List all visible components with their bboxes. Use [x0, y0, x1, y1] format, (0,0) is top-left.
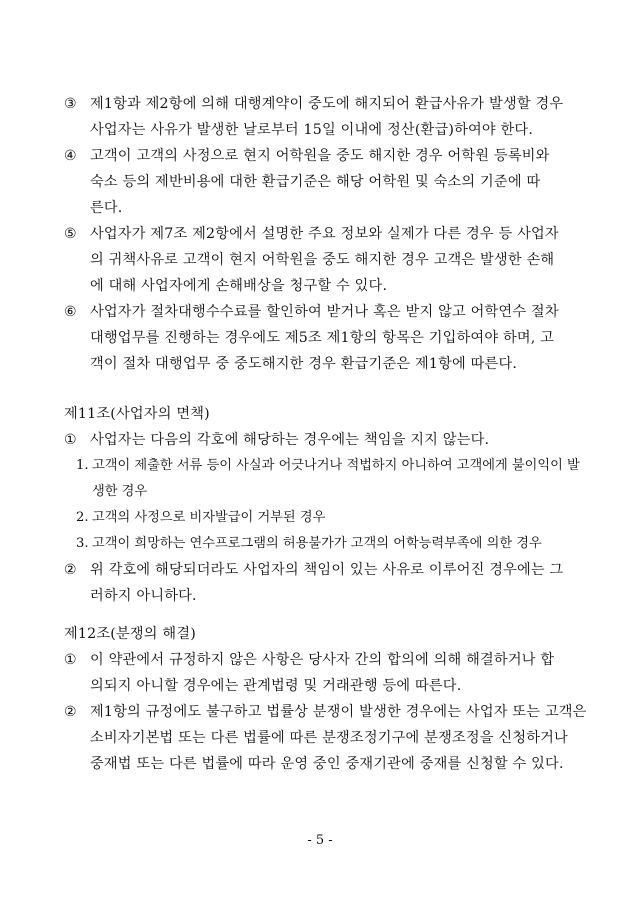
art11-subitem2: 2. 고객의 사정으로 비자발급이 거부된 경우 [76, 508, 325, 528]
art12-item2-line2: 소비자기본법 또는 다른 법률에 따른 분쟁조정기구에 분쟁조정을 신청하거나 [90, 730, 568, 746]
art10-item4-line3: 른다. [90, 200, 123, 216]
art12-item1-marker: ① [64, 652, 77, 668]
art10-item5-line3: 에 대해 사업자에게 손해배상을 청구할 수 있다. [90, 278, 388, 294]
art12-item1-line1: ① 이 약관에서 규정하지 않은 사항은 당사자 간의 합의에 의해 해결하거나 합 [64, 652, 555, 668]
art12-item2-marker: ② [64, 704, 77, 720]
art10-item6-line1: ⑥ 사업자가 절차대행수수료를 할인하여 받거나 혹은 받지 않고 어학연수 절차 [64, 304, 559, 320]
art10-item4-line2: 숙소 등의 제반비용에 대한 환급기준은 해당 어학원 및 숙소의 기준에 따 [90, 174, 541, 190]
art11-subitem1-line2: 생한 경우 [92, 484, 148, 499]
art12-item2-line1: ② 제1항의 규정에도 불구하고 법률상 분쟁이 발생한 경우에는 사업자 또는 고객은 [64, 704, 587, 720]
art11-item1: ① 사업자는 다음의 각호에 해당하는 경우에는 책임을 지지 않는다. [64, 432, 490, 448]
art10-item4-line1: ④ 고객이 고객의 사정으로 현지 어학원을 중도 해지한 경우 어학원 등록비와 [64, 148, 550, 164]
art11-heading: 제11조(사업자의 면책) [64, 406, 210, 422]
art11-subitem3-marker: 3. [76, 536, 89, 551]
art11-subitem3: 3. 고객이 희망하는 연수프로그램의 허용불가가 고객의 어학능력부족에 의한 경우 [76, 534, 542, 554]
page-number: - 5 - [307, 833, 333, 848]
art10-item3-marker: ③ [64, 96, 77, 112]
art10-item5-line2: 의 귀책사유로 고객이 현지 어학원을 중도 해지한 경우 고객은 발생한 손해 [90, 252, 555, 268]
art11-item2-marker: ② [64, 562, 77, 578]
art12-item2-line3: 중재법 또는 다른 법률에 따라 운영 중인 중재기관에 중재를 신청할 수 있다. [90, 756, 564, 772]
art12-item1-line2: 의되지 아니할 경우에는 관계법령 및 거래관행 등에 따른다. [90, 678, 462, 694]
art11-subitem2-marker: 2. [76, 510, 89, 525]
art10-item5-line1: ⑤ 사업자가 제7조 제2항에서 설명한 주요 정보와 실제가 다른 경우 등 사업자 [64, 226, 559, 242]
art11-subitem1-marker: 1. [76, 458, 89, 473]
art11-item2-line2: 러하지 아니하다. [90, 588, 197, 604]
art11-subitem1-line1: 1. 고객이 제출한 서류 등이 사실과 어긋나거나 적법하지 아니하여 고객에게 불이익이 발 [76, 456, 580, 476]
art10-item3-line2: 사업자는 사유가 발생한 날로부터 15일 이내에 정산(환급)하여야 한다. [90, 122, 534, 138]
art10-item3-line1: ③ 제1항과 제2항에 의해 대행계약이 중도에 해지되어 환급사유가 발생할 경우 [64, 96, 564, 112]
art10-item6-marker: ⑥ [64, 304, 77, 320]
art10-item5-marker: ⑤ [64, 226, 77, 242]
art11-item2-line1: ② 위 각호에 해당되더라도 사업자의 책임이 있는 사유로 이루어진 경우에는 그 [64, 562, 564, 578]
art10-item6-line2: 대행업무를 진행하는 경우에도 제5조 제1항의 항목은 기입하여야 하며, 고 [90, 330, 555, 346]
art10-item4-marker: ④ [64, 148, 77, 164]
art11-item1-marker: ① [64, 432, 77, 448]
art12-heading: 제12조(분쟁의 해결) [64, 626, 196, 642]
art10-item6-line3: 객이 절차 대행업무 중 중도해지한 경우 환급기준은 제1항에 따른다. [90, 356, 518, 372]
